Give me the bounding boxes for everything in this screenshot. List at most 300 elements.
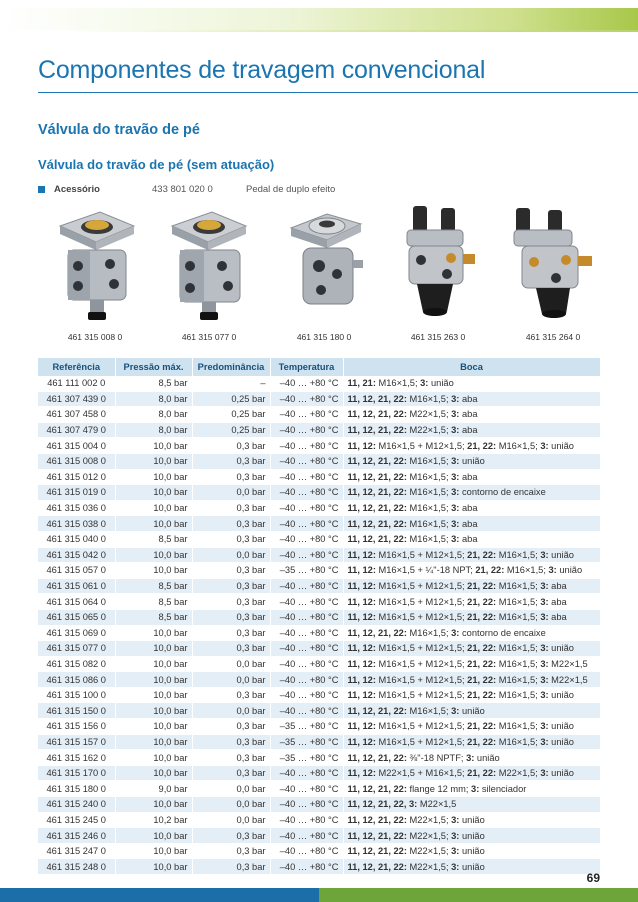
port-designation: 11, 12, 21, 22: <box>347 518 407 529</box>
port-designation: 11, 12: <box>347 768 376 779</box>
port-spec: união <box>548 721 574 732</box>
port-designation: 3: <box>451 830 460 841</box>
cell-port <box>343 812 600 828</box>
port-spec: aba <box>459 534 478 545</box>
port-spec: M16×1,5; <box>406 487 452 498</box>
port-designation: 11, 12: <box>347 549 376 560</box>
port-spec: M16×1,5 + M12×1,5; <box>375 721 468 732</box>
port-spec: M16×1,5; <box>406 705 452 716</box>
cell-temperature: –40 … +80 °C <box>270 859 343 875</box>
port-spec: M22×1,5; <box>406 409 452 420</box>
cell-port <box>343 578 600 594</box>
port-spec: aba <box>548 581 567 592</box>
port-spec: aba <box>459 503 478 514</box>
cell-port <box>343 422 600 438</box>
port-designation: 3: <box>540 721 549 732</box>
cell-pressure: 8,0 bar <box>115 422 192 438</box>
cell-port <box>343 859 600 875</box>
table-row <box>38 656 600 672</box>
port-spec: M16×1,5; <box>375 378 421 389</box>
port-designation: 21, 22: <box>467 612 497 623</box>
cell-reference: 461 315 064 0 <box>38 594 115 610</box>
cell-reference: 461 315 086 0 <box>38 672 115 688</box>
port-spec: aba <box>459 518 478 529</box>
cell-reference: 461 315 248 0 <box>38 859 115 875</box>
cell-pressure: 10,0 bar <box>115 859 192 875</box>
product-item <box>496 204 610 354</box>
cell-pressure: 10,0 bar <box>115 641 192 657</box>
cell-temperature: –40 … +80 °C <box>270 672 343 688</box>
port-spec: aba <box>459 425 478 436</box>
parts-table <box>38 358 601 875</box>
port-spec: M22×1,5; <box>406 846 452 857</box>
port-designation: 11, 12: <box>347 596 376 607</box>
cell-predominance: 0,3 bar <box>192 641 270 657</box>
cell-port <box>343 376 600 391</box>
cell-predominance: 0,3 bar <box>192 578 270 594</box>
port-spec: aba <box>459 409 478 420</box>
port-designation: 11, 12: <box>347 736 376 747</box>
cell-reference: 461 315 100 0 <box>38 687 115 703</box>
port-spec: silenciador <box>479 783 527 794</box>
cell-pressure: 10,0 bar <box>115 734 192 750</box>
port-spec: flange 12 mm; <box>406 783 472 794</box>
cell-port <box>343 828 600 844</box>
cell-reference: 461 315 036 0 <box>38 500 115 516</box>
cell-temperature: –40 … +80 °C <box>270 453 343 469</box>
port-spec: M16×1,5 + M12×1,5; <box>375 736 468 747</box>
cell-temperature: –40 … +80 °C <box>270 422 343 438</box>
cell-temperature: –40 … +80 °C <box>270 516 343 532</box>
table-row <box>38 750 600 766</box>
cell-predominance: 0,0 bar <box>192 547 270 563</box>
cell-port <box>343 547 600 563</box>
cell-temperature: –40 … +80 °C <box>270 578 343 594</box>
cell-pressure: 10,0 bar <box>115 828 192 844</box>
port-designation: 21, 22: <box>467 690 497 701</box>
cell-reference: 461 315 240 0 <box>38 797 115 813</box>
port-designation: 3: <box>451 471 460 482</box>
port-spec: M22×1,5; <box>406 861 452 872</box>
cell-predominance: 0,3 bar <box>192 625 270 641</box>
cell-temperature: –40 … +80 °C <box>270 609 343 625</box>
port-spec: união <box>548 768 574 779</box>
port-designation: 11, 12: <box>347 612 376 623</box>
table-row <box>38 859 600 875</box>
cell-temperature: –40 … +80 °C <box>270 765 343 781</box>
port-spec: M16×1,5; <box>496 721 541 732</box>
table-row <box>38 485 600 501</box>
table-row <box>38 547 600 563</box>
port-designation: 3: <box>540 440 549 451</box>
port-designation: 11, 12: <box>347 658 376 669</box>
port-designation: 11, 12: <box>347 674 376 685</box>
port-spec: união <box>459 705 485 716</box>
port-designation: 11, 12, 21, 22, 3: <box>347 799 418 810</box>
port-spec: aba <box>459 471 478 482</box>
port-spec: união <box>548 440 574 451</box>
port-spec: M22×1,5; <box>496 768 541 779</box>
product-gallery <box>38 204 610 354</box>
table-row <box>38 625 600 641</box>
port-spec: M16×1,5 + M12×1,5; <box>375 674 468 685</box>
cell-pressure: 8,5 bar <box>115 376 192 391</box>
table-row <box>38 609 600 625</box>
cell-reference: 461 315 038 0 <box>38 516 115 532</box>
table-row <box>38 469 600 485</box>
port-designation: 11, 12: <box>347 440 376 451</box>
cell-pressure: 10,0 bar <box>115 547 192 563</box>
accessory-code: 433 801 020 0 <box>152 184 213 195</box>
cell-reference: 461 315 180 0 <box>38 781 115 797</box>
table-row <box>38 376 600 391</box>
cell-temperature: –40 … +80 °C <box>270 687 343 703</box>
product-item <box>38 204 152 354</box>
cell-port <box>343 765 600 781</box>
port-spec: M16×1,5; <box>406 627 452 638</box>
cell-predominance: 0,3 bar <box>192 563 270 579</box>
cell-port <box>343 391 600 407</box>
cell-reference: 461 315 247 0 <box>38 843 115 859</box>
port-designation: 11, 12, 21, 22: <box>347 846 407 857</box>
cell-reference: 461 315 065 0 <box>38 609 115 625</box>
top-decorative-line <box>0 30 638 32</box>
port-spec: M16×1,5 + M12×1,5; <box>375 690 468 701</box>
cell-reference: 461 307 479 0 <box>38 422 115 438</box>
cell-temperature: –40 … +80 °C <box>270 797 343 813</box>
port-spec: união <box>548 643 574 654</box>
cell-temperature: –40 … +80 °C <box>270 531 343 547</box>
cell-port <box>343 407 600 423</box>
port-designation: 11, 12: <box>347 643 376 654</box>
cell-port <box>343 485 600 501</box>
port-designation: 21, 22: <box>467 736 497 747</box>
port-designation: 11, 12: <box>347 690 376 701</box>
port-spec: M16×1,5; <box>496 674 541 685</box>
port-designation: 11, 12, 21, 22: <box>347 487 407 498</box>
port-designation: 3: <box>471 783 480 794</box>
port-designation: 21, 22: <box>467 768 497 779</box>
cell-port <box>343 843 600 859</box>
table-row <box>38 578 600 594</box>
table-row <box>38 563 600 579</box>
cell-predominance: 0,0 bar <box>192 672 270 688</box>
port-spec: M22×1,5; <box>406 425 452 436</box>
port-designation: 11, 12, 21, 22: <box>347 456 407 467</box>
cell-temperature: –40 … +80 °C <box>270 641 343 657</box>
port-designation: 11, 12, 21, 22: <box>347 814 407 825</box>
cell-temperature: –40 … +80 °C <box>270 376 343 391</box>
cell-temperature: –40 … +80 °C <box>270 656 343 672</box>
cell-pressure: 10,0 bar <box>115 672 192 688</box>
brake-valve-image <box>381 204 495 329</box>
port-spec: união <box>459 830 485 841</box>
cell-pressure: 10,0 bar <box>115 438 192 454</box>
cell-predominance: 0,0 bar <box>192 485 270 501</box>
cell-port <box>343 438 600 454</box>
cell-reference: 461 315 162 0 <box>38 750 115 766</box>
table-row <box>38 422 600 438</box>
port-spec: contorno de encaixe <box>459 627 546 638</box>
port-designation: 3: <box>540 736 549 747</box>
port-designation: 21, 22: <box>467 674 497 685</box>
port-designation: 3: <box>540 768 549 779</box>
table-row <box>38 672 600 688</box>
cell-port <box>343 672 600 688</box>
port-designation: 3: <box>540 674 549 685</box>
table-row <box>38 703 600 719</box>
cell-reference: 461 315 004 0 <box>38 438 115 454</box>
cell-predominance: 0,3 bar <box>192 438 270 454</box>
port-designation: 11, 12: <box>347 581 376 592</box>
port-spec: ⅜"-18 NPTF; <box>406 752 467 763</box>
port-spec: M16×1,5 + M12×1,5; <box>375 549 468 560</box>
product-caption: 461 315 008 0 <box>67 332 123 342</box>
cell-pressure: 10,0 bar <box>115 656 192 672</box>
cell-pressure: 10,0 bar <box>115 500 192 516</box>
port-spec: contorno de encaixe <box>459 487 546 498</box>
cell-reference: 461 315 019 0 <box>38 485 115 501</box>
cell-predominance: 0,0 bar <box>192 703 270 719</box>
cell-reference: 461 307 458 0 <box>38 407 115 423</box>
cell-predominance: 0,0 bar <box>192 656 270 672</box>
header-temperature: Temperatura <box>270 358 343 376</box>
cell-pressure: 8,5 bar <box>115 578 192 594</box>
cell-pressure: 10,0 bar <box>115 453 192 469</box>
cell-predominance: 0,3 bar <box>192 531 270 547</box>
cell-reference: 461 315 157 0 <box>38 734 115 750</box>
port-spec: M16×1,5; <box>406 456 452 467</box>
cell-port <box>343 453 600 469</box>
cell-predominance: 0,25 bar <box>192 422 270 438</box>
cell-port <box>343 750 600 766</box>
cell-reference: 461 315 245 0 <box>38 812 115 828</box>
cell-temperature: –40 … +80 °C <box>270 843 343 859</box>
header-port: Boca <box>343 358 600 376</box>
cell-pressure: 10,0 bar <box>115 485 192 501</box>
table-row <box>38 828 600 844</box>
cell-reference: 461 315 077 0 <box>38 641 115 657</box>
port-spec: união <box>459 846 485 857</box>
port-designation: 11, 12, 21, 22: <box>347 752 407 763</box>
cell-predominance: 0,3 bar <box>192 765 270 781</box>
port-spec: M22×1,5 <box>417 799 457 810</box>
cell-pressure: 10,0 bar <box>115 765 192 781</box>
cell-pressure: 9,0 bar <box>115 781 192 797</box>
cell-temperature: –40 … +80 °C <box>270 828 343 844</box>
header-pressure: Pressão máx. <box>115 358 192 376</box>
table-row <box>38 500 600 516</box>
port-spec: M16×1,5; <box>496 736 541 747</box>
cell-temperature: –40 … +80 °C <box>270 500 343 516</box>
port-designation: 3: <box>451 705 460 716</box>
table-row <box>38 391 600 407</box>
port-spec: união <box>548 549 574 560</box>
port-designation: 21, 22: <box>467 721 497 732</box>
cell-pressure: 10,0 bar <box>115 563 192 579</box>
port-designation: 11, 12, 21, 22: <box>347 409 407 420</box>
port-spec: união <box>474 752 500 763</box>
cell-temperature: –40 … +80 °C <box>270 438 343 454</box>
port-designation: 3: <box>451 534 460 545</box>
cell-pressure: 10,0 bar <box>115 797 192 813</box>
section-title: Válvula do travão de pé <box>38 122 200 138</box>
port-spec: M16×1,5; <box>504 565 549 576</box>
cell-predominance: 0,3 bar <box>192 516 270 532</box>
port-designation: 11, 12: <box>347 565 376 576</box>
page-number: 69 <box>586 871 600 885</box>
cell-temperature: –40 … +80 °C <box>270 391 343 407</box>
port-spec: M16×1,5 + M12×1,5; <box>375 581 468 592</box>
accessory-description: Pedal de duplo efeito <box>246 184 336 195</box>
port-designation: 11, 12, 21, 22: <box>347 861 407 872</box>
port-designation: 21, 22: <box>467 440 497 451</box>
cell-predominance: 0,0 bar <box>192 797 270 813</box>
port-designation: 3: <box>451 425 460 436</box>
cell-predominance: 0,3 bar <box>192 828 270 844</box>
cell-predominance: 0,3 bar <box>192 843 270 859</box>
product-item <box>267 204 381 354</box>
port-spec: M16×1,5; <box>406 503 452 514</box>
table-row <box>38 516 600 532</box>
port-designation: 21, 22: <box>467 596 497 607</box>
cell-reference: 461 307 439 0 <box>38 391 115 407</box>
table-row <box>38 797 600 813</box>
cell-reference: 461 315 057 0 <box>38 563 115 579</box>
port-designation: 3: <box>420 378 429 389</box>
cell-predominance: 0,3 bar <box>192 734 270 750</box>
cell-port <box>343 719 600 735</box>
product-caption: 461 315 077 0 <box>181 332 237 342</box>
cell-predominance: 0,3 bar <box>192 750 270 766</box>
cell-reference: 461 315 246 0 <box>38 828 115 844</box>
port-designation: 3: <box>451 393 460 404</box>
port-designation: 11, 12, 21, 22: <box>347 830 407 841</box>
cell-predominance: 0,3 bar <box>192 609 270 625</box>
port-designation: 3: <box>451 861 460 872</box>
cell-port <box>343 609 600 625</box>
cell-reference: 461 315 069 0 <box>38 625 115 641</box>
port-spec: união <box>459 814 485 825</box>
cell-reference: 461 315 061 0 <box>38 578 115 594</box>
cell-pressure: 10,0 bar <box>115 719 192 735</box>
cell-pressure: 10,0 bar <box>115 687 192 703</box>
port-designation: 11, 21: <box>347 378 376 389</box>
product-caption: 461 315 180 0 <box>296 332 352 342</box>
cell-temperature: –35 … +80 °C <box>270 734 343 750</box>
port-spec: M16×1,5; <box>496 596 541 607</box>
cell-port <box>343 734 600 750</box>
header-reference: Referência <box>38 358 115 376</box>
table-row <box>38 453 600 469</box>
port-designation: 3: <box>540 658 549 669</box>
port-designation: 11, 12, 21, 22: <box>347 783 407 794</box>
port-spec: união <box>428 378 454 389</box>
table-row <box>38 719 600 735</box>
cell-predominance: 0,3 bar <box>192 594 270 610</box>
cell-temperature: –40 … +80 °C <box>270 594 343 610</box>
port-spec: M16×1,5; <box>496 440 541 451</box>
table-header-row <box>38 358 600 376</box>
port-spec: M16×1,5; <box>496 549 541 560</box>
port-spec: M22×1,5 <box>548 658 588 669</box>
port-spec: M16×1,5 + M12×1,5; <box>375 658 468 669</box>
bottom-decorative-bar <box>0 888 638 902</box>
port-designation: 3: <box>451 814 460 825</box>
cell-temperature: –35 … +80 °C <box>270 563 343 579</box>
port-spec: M16×1,5 + M12×1,5; <box>375 612 468 623</box>
cell-port <box>343 703 600 719</box>
page-title: Componentes de travagem convencional <box>38 56 486 84</box>
table-row <box>38 407 600 423</box>
table-row <box>38 812 600 828</box>
port-spec: aba <box>548 612 567 623</box>
cell-port <box>343 781 600 797</box>
cell-reference: 461 315 082 0 <box>38 656 115 672</box>
table-row <box>38 765 600 781</box>
port-spec: aba <box>548 596 567 607</box>
port-designation: 3: <box>466 752 475 763</box>
port-spec: M16×1,5; <box>406 393 452 404</box>
cell-temperature: –35 … +80 °C <box>270 750 343 766</box>
top-decorative-bar <box>0 8 638 30</box>
cell-port <box>343 469 600 485</box>
port-spec: união <box>556 565 583 576</box>
brake-valve-image <box>152 204 266 329</box>
cell-predominance: 0,0 bar <box>192 812 270 828</box>
port-spec: M16×1,5; <box>406 534 452 545</box>
cell-predominance: 0,3 bar <box>192 719 270 735</box>
cell-pressure: 10,0 bar <box>115 843 192 859</box>
cell-pressure: 8,0 bar <box>115 391 192 407</box>
port-designation: 3: <box>540 612 549 623</box>
table-row <box>38 531 600 547</box>
port-spec: M16×1,5; <box>496 581 541 592</box>
table-row <box>38 594 600 610</box>
port-designation: 3: <box>451 409 460 420</box>
accessory-line <box>38 184 335 195</box>
table-row <box>38 438 600 454</box>
port-designation: 3: <box>540 581 549 592</box>
cell-temperature: –40 … +80 °C <box>270 485 343 501</box>
port-designation: 3: <box>540 596 549 607</box>
cell-port <box>343 687 600 703</box>
cell-predominance: 0,3 bar <box>192 469 270 485</box>
cell-port <box>343 531 600 547</box>
cell-reference: 461 315 012 0 <box>38 469 115 485</box>
port-spec: M16×1,5; <box>496 612 541 623</box>
cell-predominance: 0,3 bar <box>192 453 270 469</box>
title-rule <box>38 92 638 93</box>
port-designation: 3: <box>540 549 549 560</box>
cell-pressure: 10,0 bar <box>115 703 192 719</box>
port-designation: 3: <box>451 846 460 857</box>
cell-pressure: 10,0 bar <box>115 625 192 641</box>
cell-port <box>343 500 600 516</box>
port-designation: 11, 12, 21, 22: <box>347 393 407 404</box>
brake-valve-image <box>267 204 381 329</box>
cell-port <box>343 516 600 532</box>
cell-pressure: 8,5 bar <box>115 531 192 547</box>
port-designation: 21, 22: <box>467 658 497 669</box>
accessory-label: Acessório <box>54 184 100 195</box>
cell-temperature: –40 … +80 °C <box>270 781 343 797</box>
cell-predominance: 0,3 bar <box>192 500 270 516</box>
cell-temperature: –40 … +80 °C <box>270 547 343 563</box>
port-designation: 11, 12, 21, 22: <box>347 705 407 716</box>
table-body <box>38 376 600 875</box>
table-row <box>38 641 600 657</box>
